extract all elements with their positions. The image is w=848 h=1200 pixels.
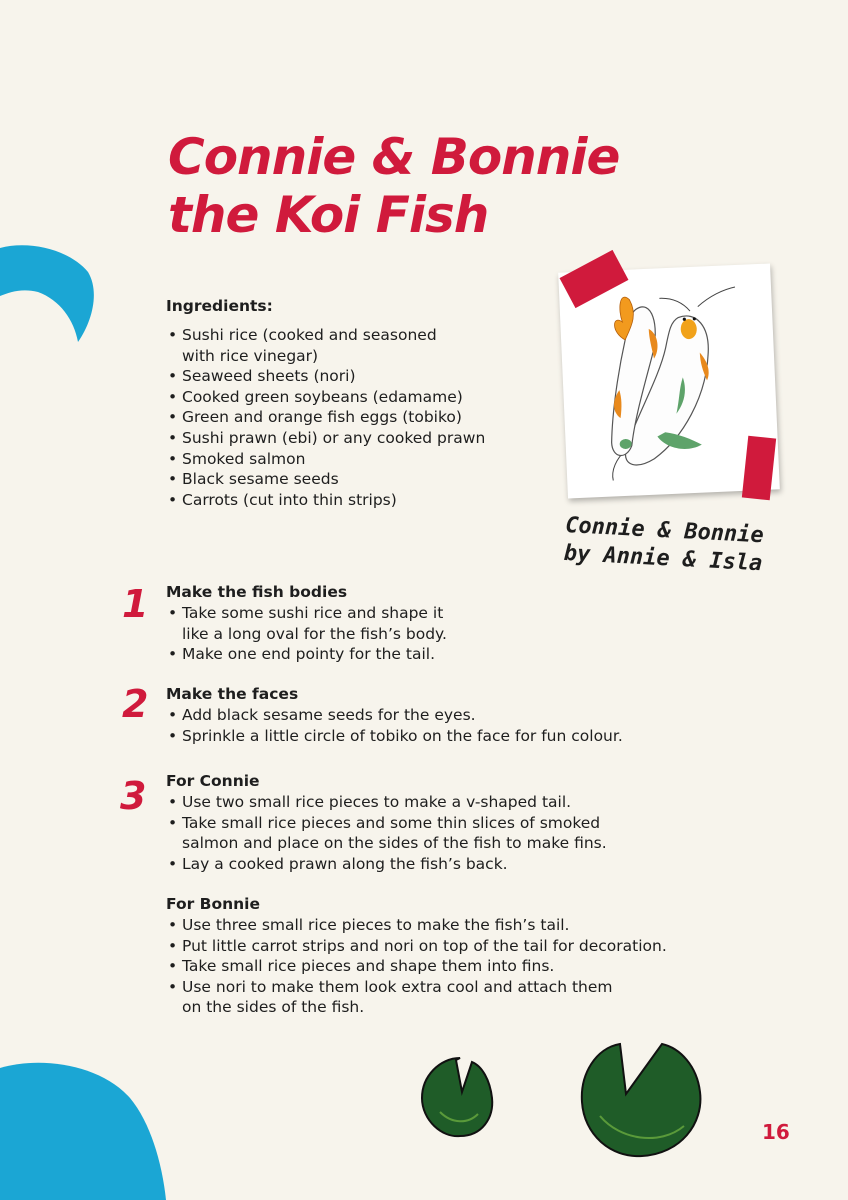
step-item: • Make one end pointy for the tail. bbox=[166, 644, 447, 665]
step-list bbox=[166, 792, 607, 874]
page-number: 16 bbox=[762, 1120, 790, 1144]
blue-brush-bottom-left bbox=[0, 1063, 166, 1200]
step-item: • Use three small rice pieces to make the fish’s tail. bbox=[166, 915, 667, 936]
step-number-2: 2 bbox=[122, 682, 149, 726]
ingredient-item: • Smoked salmon bbox=[166, 449, 485, 470]
bonnie-heading: For Bonnie bbox=[166, 895, 261, 913]
lily-pad-small-icon bbox=[422, 1058, 492, 1136]
ingredient-item: • Black sesame seeds bbox=[166, 469, 485, 490]
step-item: • Put little carrot strips and nori on top of the tail for decoration. bbox=[166, 936, 667, 957]
step-list bbox=[166, 603, 447, 665]
step-item: • Take small rice pieces and shape them into fins. bbox=[166, 956, 667, 977]
step-item: • Use two small rice pieces to make a v-shaped tail. bbox=[166, 792, 607, 813]
ingredient-item: • Seaweed sheets (nori) bbox=[166, 366, 485, 387]
step-2 bbox=[166, 685, 623, 746]
ingredients-section bbox=[166, 297, 485, 510]
lily-pad-large-icon bbox=[582, 1044, 701, 1156]
step-3 bbox=[166, 772, 607, 874]
bonnie-list bbox=[166, 915, 667, 1018]
title-line-2: the Koi Fish bbox=[168, 186, 489, 244]
step-item: • Take small rice pieces and some thin slices of smoked salmon and place on the sides of the fish to make fins. bbox=[166, 813, 607, 854]
step-list bbox=[166, 705, 623, 746]
page-title bbox=[168, 128, 619, 244]
step-heading: For Connie bbox=[166, 772, 260, 790]
step-item: • Lay a cooked prawn along the fish’s back. bbox=[166, 854, 607, 875]
ingredient-item: • Sushi prawn (ebi) or any cooked prawn bbox=[166, 428, 485, 449]
step-item: • Use nori to make them look extra cool and attach them on the sides of the fish. bbox=[166, 977, 667, 1018]
ingredients-list bbox=[166, 325, 485, 510]
ingredients-heading: Ingredients: bbox=[166, 297, 273, 315]
caption-line-2: by Annie & Isla bbox=[563, 540, 763, 577]
caption-line-1: Connie & Bonnie bbox=[564, 512, 765, 549]
step-item: • Add black sesame seeds for the eyes. bbox=[166, 705, 623, 726]
ingredient-item: • Green and orange fish eggs (tobiko) bbox=[166, 407, 485, 428]
ingredient-item: • Carrots (cut into thin strips) bbox=[166, 490, 485, 511]
photo-caption bbox=[563, 512, 764, 578]
title-line-1: Connie & Bonnie bbox=[168, 128, 620, 186]
step-item: • Sprinkle a little circle of tobiko on the face for fun colour. bbox=[166, 726, 623, 747]
step-1 bbox=[166, 583, 447, 665]
bonnie-section bbox=[166, 895, 667, 1018]
step-item: • Take some sushi rice and shape it like a long oval for the fish’s body. bbox=[166, 603, 447, 644]
blue-brush-top-left bbox=[0, 245, 94, 342]
step-heading: Make the fish bodies bbox=[166, 583, 348, 601]
step-heading: Make the faces bbox=[166, 685, 299, 703]
ingredient-item: • Cooked green soybeans (edamame) bbox=[166, 387, 485, 408]
ingredient-item: • Sushi rice (cooked and seasoned with rice vinegar) bbox=[166, 325, 485, 366]
step-number-3: 3 bbox=[120, 774, 147, 818]
step-number-1: 1 bbox=[122, 582, 149, 626]
